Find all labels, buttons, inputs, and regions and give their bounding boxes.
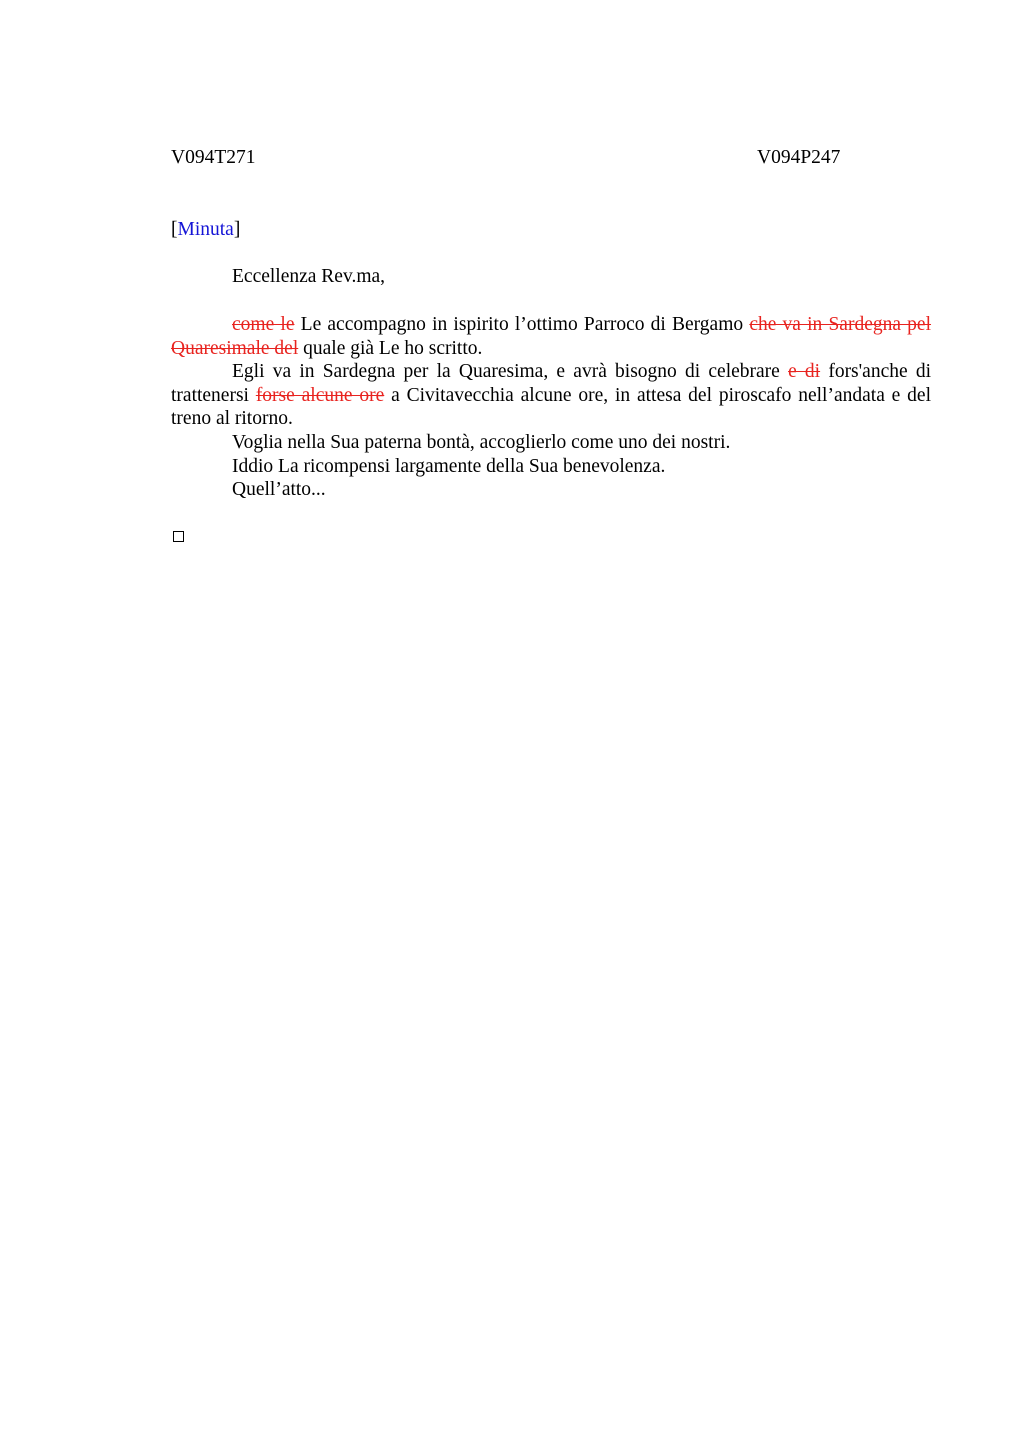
minuta-label — [171, 218, 240, 242]
paragraph-text: quale già Le ho scritto. — [298, 337, 483, 359]
letter-paragraph-1 — [171, 313, 931, 360]
paragraph-text: Egli va in Sardegna per la Quaresima, e avrà bisogno di celebrare — [232, 361, 789, 383]
deleted-text: forse alcune ore — [255, 384, 385, 406]
letter-greeting: Eccellenza Rev.ma, — [232, 266, 386, 287]
letter-paragraph-2 — [171, 360, 931, 431]
deleted-text: come le — [232, 314, 295, 335]
letter-paragraph-4: Iddio La ricompensi largamente della Sua benevolenza. — [232, 455, 666, 477]
paragraph-text: Le accompagno in ispirito l’ottimo Parroco di Bergamo — [294, 314, 750, 335]
letter-paragraph-3: Voglia nella Sua paterna bontà, accoglierlo come uno dei nostri. — [232, 431, 731, 453]
document-code-left: V094T271 — [171, 147, 256, 168]
paragraph-text: a Civitavecchia alcune ore, in attesa del piroscafo nell’andata e del treno al ritorno. — [171, 384, 931, 430]
empty-square-icon — [173, 531, 184, 542]
document-code-right: V094P247 — [757, 147, 841, 168]
deleted-text: che va in Sardegna pel Quaresimale del — [171, 314, 932, 359]
letter-paragraph-5: Quell’atto... — [232, 479, 326, 501]
minuta-tag: Minuta — [177, 219, 234, 240]
minuta-open-bracket: [ — [171, 219, 178, 240]
letter-body — [171, 313, 931, 502]
minuta-close-bracket: ] — [233, 219, 241, 240]
deleted-text: e di — [788, 361, 821, 383]
paragraph-text: fors'anche di trattenersi — [171, 361, 932, 406]
